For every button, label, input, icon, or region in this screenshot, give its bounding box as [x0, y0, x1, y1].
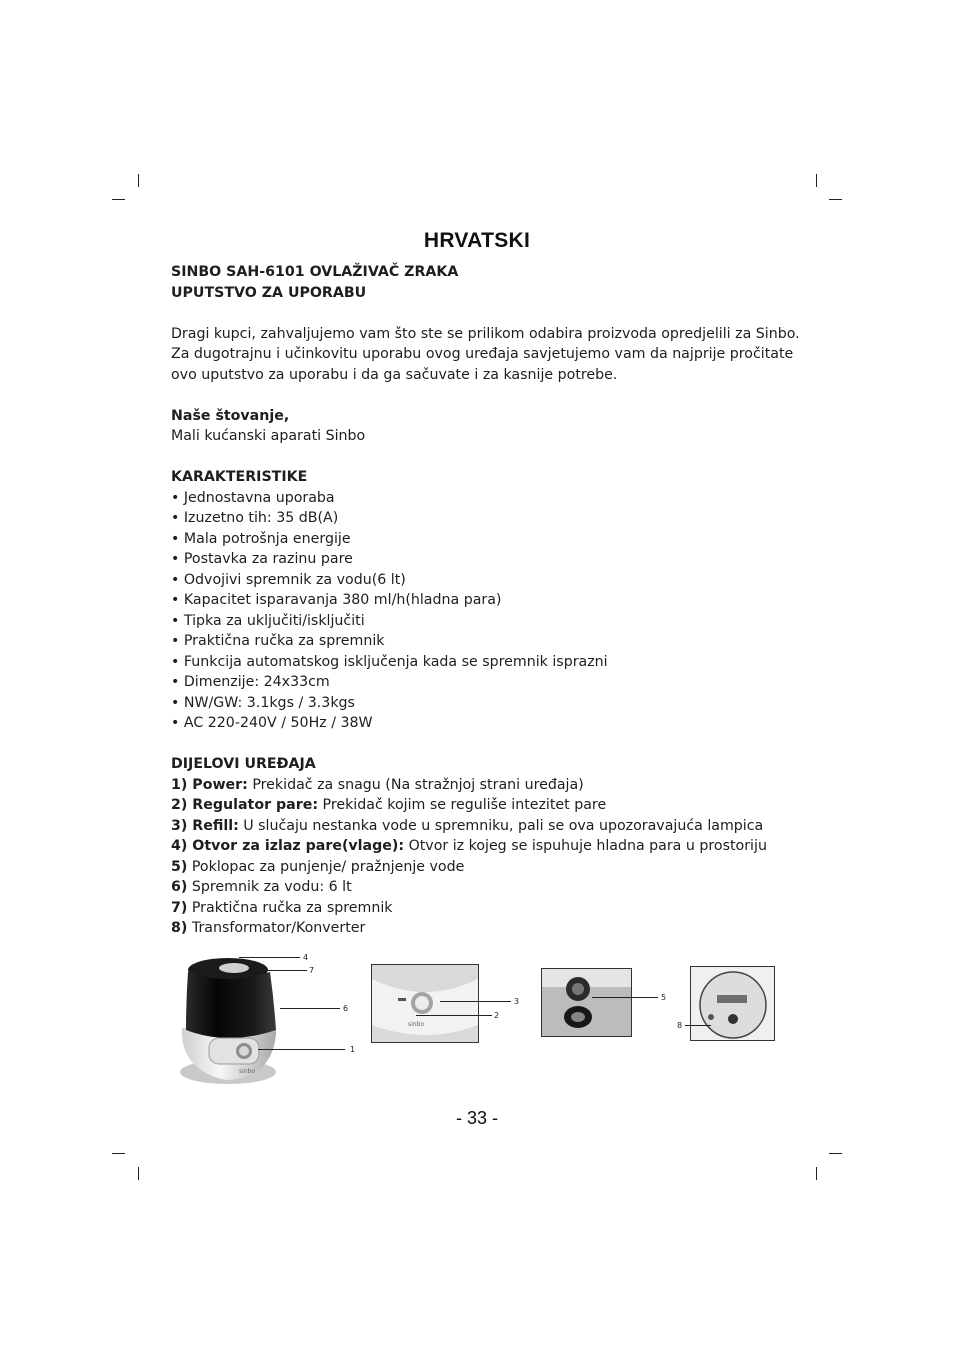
part-label: 1) Power: [171, 776, 248, 793]
part-label: 4) Otvor za izlaz pare(vlage): [171, 838, 405, 854]
humidifier-illustration [176, 950, 366, 1090]
feature-item: • NW/GW: 3.1kgs / 3.3kgs [171, 694, 355, 711]
feature-item: • Odvojivi spremnik za vodu(6 lt) [171, 571, 406, 588]
intro-line: Za dugotrajnu i učinkovitu uporabu ovog uređaja savjetujemo vam da najprije pročitate [171, 346, 794, 362]
part-text: Prekidač za snagu (Na stražnjoj strani uređaja) [247, 776, 584, 793]
part-item [171, 918, 811, 939]
intro-line: Dragi kupci, zahvaljujemo vam što ste se prilikom odabira proizvoda opredjelili za Sinbo. [171, 325, 800, 342]
part-label: 5) [171, 858, 188, 875]
part-label: 2) Regulator pare: [171, 797, 319, 813]
greeting: Naše štovanje, [171, 407, 290, 424]
callout-number: 7 [309, 966, 315, 975]
crop-mark [829, 1153, 842, 1154]
callout-line [258, 1049, 345, 1050]
base-illustration [691, 967, 774, 1040]
callout-number: 8 [677, 1021, 683, 1030]
part-item [171, 816, 811, 837]
callout-number: 3 [514, 997, 520, 1006]
feature-item: • Postavka za razinu pare [171, 551, 353, 567]
part-label: 6) [171, 879, 188, 895]
signature: Mali kućanski aparati Sinbo [171, 428, 366, 444]
feature-item: • Izuzetno tih: 35 dB(A) [171, 510, 339, 526]
part-text: Praktična ručka za spremnik [187, 899, 393, 916]
callout-number: 6 [343, 1004, 349, 1013]
page-title: HRVATSKI [423, 229, 531, 252]
feature-item: • Praktična ručka za spremnik [171, 633, 385, 649]
part-text: Prekidač kojim se reguliše intezitet pare [318, 797, 607, 813]
crop-mark [112, 199, 125, 200]
callout-line [416, 1015, 492, 1016]
control-panel-photo [371, 964, 479, 1043]
part-label: 3) Refill: [171, 817, 239, 834]
control-panel-illustration [372, 965, 478, 1042]
feature-item: • AC 220-240V / 50Hz / 38W [171, 715, 373, 731]
crop-mark [829, 199, 842, 200]
manual-heading: UPUTSTVO ZA UPORABU [171, 284, 367, 301]
callout-line [685, 1025, 711, 1026]
features-heading: KARAKTERISTIKE [171, 469, 308, 485]
feature-item: • Dimenzije: 24x33cm [171, 674, 330, 690]
crop-mark [816, 1167, 817, 1180]
tank-cap-photo [541, 968, 632, 1037]
intro-line: ovo uputstvo za uporabu i da ga sačuvate i za kasnije potrebe. [171, 366, 618, 383]
crop-mark [138, 1167, 139, 1180]
brand-mark: sinbo [239, 1068, 256, 1075]
page-number: - 33 - [455, 1108, 498, 1128]
parts-heading: DIJELOVI UREĐAJA [171, 756, 316, 772]
callout-number: 5 [661, 993, 667, 1002]
document-body [171, 262, 811, 939]
product-heading: SINBO SAH-6101 OVLAŽIVAČ ZRAKA [171, 264, 459, 280]
part-item [171, 877, 811, 898]
callout-line [592, 997, 658, 998]
part-item [171, 836, 811, 857]
part-item [171, 898, 811, 919]
callout-line [440, 1001, 511, 1002]
part-item [171, 775, 811, 796]
part-label: 7) [171, 899, 188, 916]
base-photo [690, 966, 775, 1041]
feature-item: • Mala potrošnja energije [171, 530, 351, 547]
callout-line [239, 957, 300, 958]
brand-mark: sinbo [408, 1021, 425, 1028]
feature-item: • Jednostavna uporaba [171, 489, 335, 506]
callout-number: 2 [494, 1011, 500, 1020]
feature-item: • Kapacitet isparavanja 380 ml/h(hladna para) [171, 592, 502, 608]
feature-item: • Tipka za uključiti/isključiti [171, 612, 365, 629]
part-text: U slučaju nestanka vode u spremniku, pali se ova upozoravajuća lampica [238, 817, 764, 834]
part-text: Poklopac za punjenje/ pražnjenje vode [187, 858, 465, 875]
crop-mark [112, 1153, 125, 1154]
callout-number: 1 [350, 1045, 356, 1054]
part-text: Spremnik za vodu: 6 lt [187, 879, 352, 895]
part-item [171, 795, 811, 816]
feature-item: • Funkcija automatskog isključenja kada se spremnik isprazni [171, 653, 608, 670]
part-item [171, 857, 811, 878]
crop-mark [816, 174, 817, 187]
part-text: Transformator/Konverter [187, 920, 366, 936]
part-text: Otvor iz kojeg se ispuhuje hladna para u prostoriju [404, 838, 767, 854]
crop-mark [138, 174, 139, 187]
callout-line [280, 1008, 340, 1009]
callout-line [262, 970, 307, 971]
humidifier-photo [176, 950, 366, 1090]
part-label: 8) [171, 920, 188, 936]
tank-cap-illustration [542, 969, 631, 1036]
callout-number: 4 [303, 953, 309, 962]
